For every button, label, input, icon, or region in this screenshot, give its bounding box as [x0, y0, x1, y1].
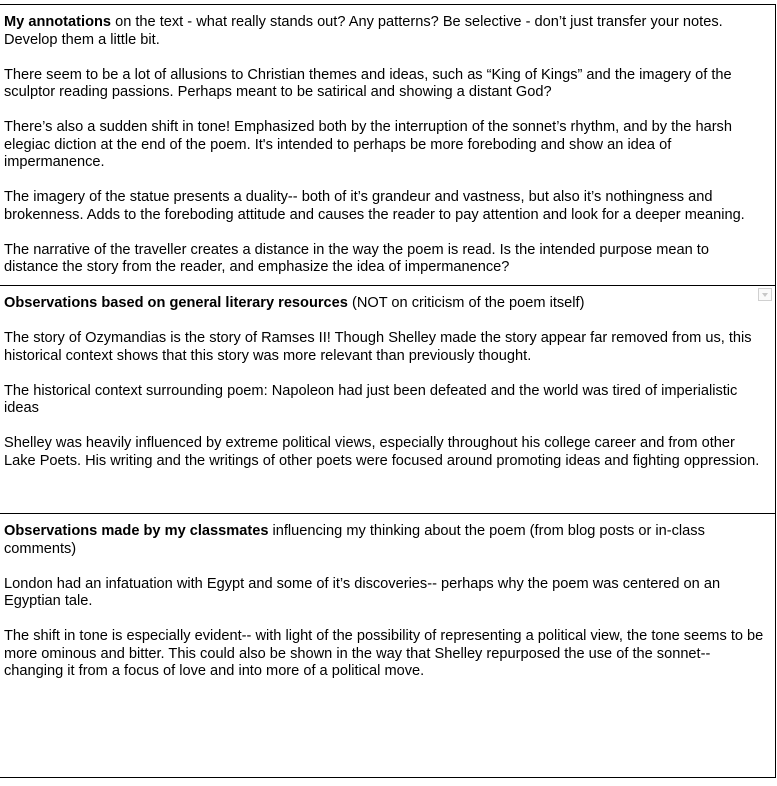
literary-resources-prompt-text: (NOT on criticism of the poem itself) [347, 295, 585, 311]
classmate-paragraph: The shift in tone is especially evident-- with light of the possibility of representing a political view, the tone seems to be more ominous and bitter. This could also be shown in the way that Shelley repurposed the use of the sonnet-- changing it from a focus of love and into more of a political move. [4, 628, 764, 679]
annotations-cell[interactable] [0, 4, 776, 286]
classmates-prompt [4, 523, 767, 558]
classmates-heading: Observations made by my classmates [4, 523, 269, 539]
chevron-down-icon[interactable] [758, 288, 772, 301]
annotations-prompt [4, 14, 767, 49]
classmates-prompt-text: influencing my thinking about the poem (from blog posts or in-class comments) [4, 523, 705, 557]
literary-resources-heading: Observations based on general literary resources [4, 295, 348, 311]
resource-paragraph: The historical context surrounding poem: Napoleon had just been defeated and the world was tired of imperialistic ideas [4, 382, 738, 416]
resource-paragraph: Shelley was heavily influenced by extreme political views, especially throughout his college career and from other Lake Poets. His writing and the writings of other poets were focused around promoting ideas and fighting oppression. [4, 435, 760, 469]
classmates-cell[interactable] [0, 514, 776, 778]
notes-table [0, 4, 776, 778]
annotation-paragraph: The narrative of the traveller creates a distance in the way the poem is read. Is the intended purpose mean to distance the story from the reader, and emphasize the idea of impermanence? [4, 241, 709, 275]
annotation-paragraph: There seem to be a lot of allusions to Christian themes and ideas, such as “King of Kings” and the imagery of the sculptor reading passions. Perhaps meant to be satirical and showing a distant God? [4, 66, 732, 100]
resource-paragraph: The story of Ozymandias is the story of Ramses II! Though Shelley made the story appear far removed from us, this historical context shows that this story was more relevant than previously thought. [4, 330, 752, 364]
literary-resources-prompt [4, 295, 767, 313]
annotation-paragraph: There’s also a sudden shift in tone! Emphasized both by the interruption of the sonnet’s rhythm, and by the harsh elegiac diction at the end of the poem. It's intended to perhaps be more foreboding and show an idea of impermanence. [4, 119, 732, 170]
literary-resources-cell[interactable] [0, 286, 776, 514]
annotations-prompt-text: on the text - what really stands out? Any patterns? Be selective - don’t just transfer your notes. Develop them a little bit. [4, 14, 723, 48]
classmate-paragraph: London had an infatuation with Egypt and some of it’s discoveries-- perhaps why the poem was centered on an Egyptian tale. [4, 575, 721, 609]
annotation-paragraph: The imagery of the statue presents a duality-- both of it’s grandeur and vastness, but also it’s nothingness and brokenness. Adds to the foreboding attitude and causes the reader to pay attention and look for a deeper meaning. [4, 189, 745, 223]
annotations-heading: My annotations [4, 14, 112, 30]
